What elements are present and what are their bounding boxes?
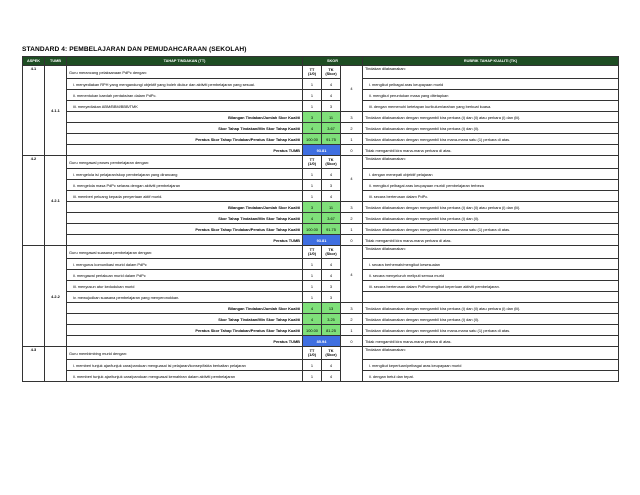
aspek-cell: 4.2 xyxy=(23,156,45,246)
item-tk: 3 xyxy=(322,101,341,112)
item-tt: 1 xyxy=(303,101,322,112)
summary-tt: 4 xyxy=(303,314,322,325)
item-text: ii. menentukan kaedah pentaksiran dalam PdPc. xyxy=(67,90,303,101)
header-tahap: TAHAP TINDAKAN (TT) xyxy=(67,57,303,66)
item-text: ii. memberi tunjuk ajar/tunjuk cara/panduan menguasai kemahiran dalam aktiviti pembelajaran xyxy=(67,371,303,382)
item-tk: 4 xyxy=(322,360,341,371)
item-tk: 3 xyxy=(322,292,341,303)
item-text: ii. mengawal perlakuan murid dalam PdPc xyxy=(67,270,303,281)
tumb-cell xyxy=(45,347,67,382)
summary-row-percent xyxy=(23,134,619,145)
summary-label: Peratus Skor Tahap Tindakan/Peratus Skor Tahap Kualiti xyxy=(67,224,303,235)
rubric-point: ii. mengikut peruntukan masa yang ditetapkan xyxy=(363,90,619,101)
summary-tk: 81.25 xyxy=(322,325,341,336)
item-text: ii. mengelola masa PdPc selaras dengan aktiviti pembelajaran xyxy=(67,180,303,191)
tk-label: TK xyxy=(328,67,334,72)
tk-label: TK xyxy=(328,157,334,162)
tk-subheader xyxy=(322,66,341,79)
tt-label: TT xyxy=(309,157,315,162)
rubric-level: 0 xyxy=(341,145,363,156)
item-tk: 4 xyxy=(322,371,341,382)
item-tt: 1 xyxy=(303,281,322,292)
rubric-level: 1 xyxy=(341,325,363,336)
item-row xyxy=(23,169,619,180)
section-intro-row xyxy=(23,347,619,360)
rubric-level: 1 xyxy=(341,134,363,145)
rubric-level: 2 xyxy=(341,123,363,134)
summary-label: Bilangan Tindakan/Jumlah Skor Kualiti xyxy=(67,202,303,213)
tumb-label: Peratus TUMB xyxy=(67,235,303,246)
section-intro-row xyxy=(23,246,619,259)
item-row xyxy=(23,90,619,101)
rubric-level-text: Tindakan dilaksanakan dengan mengambil kira perkara (i) dan (ii) atau perkara (i) dan (iii). xyxy=(363,303,619,314)
summary-label: Bilangan Tindakan/Jumlah Skor Kualiti xyxy=(67,112,303,123)
tt-subheader xyxy=(303,66,322,79)
summary-tt: 100.00 xyxy=(303,224,322,235)
summary-tt: 3 xyxy=(303,112,322,123)
summary-row-tumb xyxy=(23,235,619,246)
item-text: iv. mewujudkan suasana pembelajaran yang menyeronokkan. xyxy=(67,292,303,303)
rubric-level-text: Tindakan dilaksanakan dengan mengambil kira mana-mana satu (1) perkara di atas. xyxy=(363,325,619,336)
item-tt: 1 xyxy=(303,169,322,180)
rubric-level: 2 xyxy=(341,314,363,325)
tt-subheader xyxy=(303,246,322,259)
item-tt: 1 xyxy=(303,180,322,191)
summary-label: Bilangan Tindakan/Jumlah Skor Kualiti xyxy=(67,303,303,314)
rubric-point: i. dengan menepati objektif pelajaran xyxy=(363,169,619,180)
section-intro: Guru membimbing murid dengan: xyxy=(67,347,303,360)
summary-tk: 3.67 xyxy=(322,213,341,224)
item-tt: 1 xyxy=(303,259,322,270)
tk-sub-label: (Skor) xyxy=(325,251,337,256)
summary-row-tumb xyxy=(23,336,619,347)
rubric-point: i. mengikut pelbagai aras keupayaan murid xyxy=(363,79,619,90)
summary-row-tumb xyxy=(23,145,619,156)
tk-sub-label: (Skor) xyxy=(325,161,337,166)
item-tk: 4 xyxy=(322,169,341,180)
summary-tt: 4 xyxy=(303,213,322,224)
summary-tt: 100.00 xyxy=(303,325,322,336)
rubric-level: 3 xyxy=(341,202,363,213)
tk-subheader xyxy=(322,156,341,169)
tumb-cell: 4.1.1 xyxy=(45,66,67,156)
section-intro: Guru mengawal proses pembelajaran dengan: xyxy=(67,156,303,169)
summary-tk: 11 xyxy=(322,202,341,213)
item-tk: 3 xyxy=(322,281,341,292)
tk-sub-label: (Skor) xyxy=(325,71,337,76)
table-header-row xyxy=(23,57,619,66)
rubric-level: 0 xyxy=(341,336,363,347)
tumb-value: 85.94 xyxy=(303,336,341,347)
item-row xyxy=(23,191,619,202)
rubric-mark-cell: 4 xyxy=(341,66,363,112)
rubric-point: ii. mengikut pelbagai aras keupayaan murid/ pembelajaran terbeza xyxy=(363,180,619,191)
tk-label: TK xyxy=(328,247,334,252)
rubric-level: 3 xyxy=(341,303,363,314)
item-tk: 3 xyxy=(322,180,341,191)
item-row xyxy=(23,101,619,112)
item-text: iii. menyusun atur kedudukan murid xyxy=(67,281,303,292)
summary-tk: 3.25 xyxy=(322,314,341,325)
header-skor: SKOR xyxy=(303,57,363,66)
summary-tt: 4 xyxy=(303,123,322,134)
summary-label: Skor Tahap Tindakan/Min Skor Tahap Kualiti xyxy=(67,123,303,134)
document-title: STANDARD 4: PEMBELAJARAN DAN PEMUDAHCARAAN (SEKOLAH) xyxy=(22,46,247,53)
rubric-level-text: Tindakan dilaksanakan dengan mengambil kira mana-mana satu (1) perkara di atas. xyxy=(363,134,619,145)
summary-label: Skor Tahap Tindakan/Min Skor Tahap Kualiti xyxy=(67,314,303,325)
summary-row-score xyxy=(23,314,619,325)
section-intro-row xyxy=(23,66,619,79)
aspek-cell: 4.1 xyxy=(23,66,45,156)
rubric-point: i. mengikut keperluan/pelbagai aras keupayaan murid xyxy=(363,360,619,371)
tt-subheader xyxy=(303,156,322,169)
rubric-intro: Tindakan dilaksanakan: xyxy=(363,66,619,79)
summary-row-count xyxy=(23,202,619,213)
summary-tt: 100.00 xyxy=(303,134,322,145)
item-text: i. memberi tunjuk ajar/tunjuk cara/panduan menguasai isi pelajaran/konsep/fakta berkaitan pelajaran xyxy=(67,360,303,371)
summary-tt: 3 xyxy=(303,202,322,213)
table-body xyxy=(23,66,619,382)
rubric-intro: Tindakan dilaksanakan: xyxy=(363,347,619,360)
tumb-label: Peratus TUMB xyxy=(67,336,303,347)
item-tk: 4 xyxy=(322,79,341,90)
tt-label: TT xyxy=(309,67,315,72)
item-row xyxy=(23,180,619,191)
summary-label: Skor Tahap Tindakan/Min Skor Tahap Kualiti xyxy=(67,213,303,224)
tt-sub-label: (1/0) xyxy=(308,352,316,357)
summary-tk: 11 xyxy=(322,112,341,123)
tt-label: TT xyxy=(309,247,315,252)
rubric-level-text: Tidak mengambil kira mana-mana perkara di atas. xyxy=(363,145,619,156)
item-tt: 1 xyxy=(303,360,322,371)
item-text: iii. menyediakan ABM/BBM/BBB/TMK xyxy=(67,101,303,112)
rubric-level: 1 xyxy=(341,224,363,235)
tumb-label: Peratus TUMB xyxy=(67,145,303,156)
item-row xyxy=(23,360,619,371)
summary-row-count xyxy=(23,303,619,314)
tk-subheader xyxy=(322,347,341,360)
rubric-point: i. secara berhemah/mengikut kesesuaian xyxy=(363,259,619,270)
summary-tk: 3.67 xyxy=(322,123,341,134)
item-tt: 1 xyxy=(303,79,322,90)
rubric-intro: Tindakan dilaksanakan: xyxy=(363,156,619,169)
item-row xyxy=(23,79,619,90)
item-text: iii. memberi peluang kepada penyertaan aktif murid. xyxy=(67,191,303,202)
tumb-cell: 4.2.2 xyxy=(45,246,67,347)
rubric-level-text: Tidak mengambil kira mana-mana perkara di atas. xyxy=(363,336,619,347)
summary-tk: 91.75 xyxy=(322,134,341,145)
item-row xyxy=(23,371,619,382)
item-tt: 1 xyxy=(303,270,322,281)
summary-tt: 4 xyxy=(303,303,322,314)
item-text: i. mengelola isi pelajaran/skop pembelajaran yang dirancang xyxy=(67,169,303,180)
item-text: i. menyediakan RPH yang mengandungi objektif yang boleh diukur dan aktiviti pembelajaran yang sesuai. xyxy=(67,79,303,90)
rubric-point: iii. dengan memenuhi ketetapan kurikulum/arahan yang berkuat kuasa. xyxy=(363,101,619,112)
rubric-level: 2 xyxy=(341,213,363,224)
rubric-point: ii. dengan betul dan tepat. xyxy=(363,371,619,382)
tk-sub-label: (Skor) xyxy=(325,352,337,357)
tt-sub-label: (1/0) xyxy=(308,251,316,256)
summary-tk: 13 xyxy=(322,303,341,314)
item-tk: 4 xyxy=(322,259,341,270)
item-row xyxy=(23,292,619,303)
rubric-mark-cell xyxy=(341,347,363,382)
summary-label: Peratus Skor Tahap Tindakan/Peratus Skor Tahap Kualiti xyxy=(67,134,303,145)
rubric-intro: Tindakan dilaksanakan: xyxy=(363,246,619,259)
item-tk: 4 xyxy=(322,270,341,281)
rubric-level-text: Tindakan dilaksanakan dengan mengambil kira perkara (i) dan (ii). xyxy=(363,213,619,224)
item-tt: 1 xyxy=(303,191,322,202)
section-intro-row xyxy=(23,156,619,169)
tt-sub-label: (1/0) xyxy=(308,161,316,166)
item-tt: 1 xyxy=(303,292,322,303)
aspek-cell: 4.3 xyxy=(23,347,45,382)
summary-row-percent xyxy=(23,325,619,336)
item-row xyxy=(23,281,619,292)
tk-label: TK xyxy=(328,348,334,353)
rubric-level-text: Tindakan dilaksanakan dengan mengambil kira perkara (i) dan (ii) atau perkara (i) dan (iii). xyxy=(363,112,619,123)
summary-row-score xyxy=(23,213,619,224)
tumb-cell: 4.2.1 xyxy=(45,156,67,246)
tumb-value: 93.81 xyxy=(303,235,341,246)
tt-subheader xyxy=(303,347,322,360)
rubric-level-text: Tindakan dilaksanakan dengan mengambil kira perkara (i) dan (ii). xyxy=(363,314,619,325)
section-intro: Guru mengawal suasana pembelajaran dengan: xyxy=(67,246,303,259)
item-row xyxy=(23,259,619,270)
item-tt: 1 xyxy=(303,90,322,101)
tumb-value: 93.81 xyxy=(303,145,341,156)
rubric-mark-cell: 4 xyxy=(341,246,363,303)
rubric-level: 0 xyxy=(341,235,363,246)
rubric-point: iii. secara berterusan dalam PdPc/mengikut keperluan aktiviti pembelajaran. xyxy=(363,281,619,292)
item-tt: 1 xyxy=(303,371,322,382)
summary-tk: 91.75 xyxy=(322,224,341,235)
item-tk: 4 xyxy=(322,90,341,101)
rubric-point: ii. secara menyeluruh meliputi semua murid xyxy=(363,270,619,281)
header-aspek: ASPEK xyxy=(23,57,45,66)
rubric-level-text: Tindakan dilaksanakan dengan mengambil kira perkara (i) dan (ii). xyxy=(363,123,619,134)
tt-sub-label: (1/0) xyxy=(308,71,316,76)
standard-table xyxy=(22,56,619,382)
rubric-point xyxy=(363,292,619,303)
tt-label: TT xyxy=(309,348,315,353)
summary-row-score xyxy=(23,123,619,134)
rubric-level-text: Tindakan dilaksanakan dengan mengambil kira perkara (i) dan (ii) atau perkara (i) dan (iii). xyxy=(363,202,619,213)
tk-subheader xyxy=(322,246,341,259)
item-row xyxy=(23,270,619,281)
header-tumb: TUMB xyxy=(45,57,67,66)
item-text: i. mengurus komunikasi murid dalam PdPc xyxy=(67,259,303,270)
aspek-cell xyxy=(23,246,45,347)
rubric-mark-cell: 4 xyxy=(341,156,363,202)
rubric-point: iii. secara berterusan dalam PdPc. xyxy=(363,191,619,202)
rubric-level: 3 xyxy=(341,112,363,123)
rubric-level-text: Tindakan dilaksanakan dengan mengambil kira mana-mana satu (1) perkara di atas. xyxy=(363,224,619,235)
section-intro: Guru merancang pelaksanaan PdPc dengan: xyxy=(67,66,303,79)
summary-row-percent xyxy=(23,224,619,235)
header-rubrik: RUBRIK TAHAP KUALITI (TK) xyxy=(363,57,619,66)
item-tk: 4 xyxy=(322,191,341,202)
rubric-level-text: Tidak mengambil kira mana-mana perkara di atas. xyxy=(363,235,619,246)
summary-row-count xyxy=(23,112,619,123)
summary-label: Peratus Skor Tahap Tindakan/Peratus Skor Tahap Kualiti xyxy=(67,325,303,336)
